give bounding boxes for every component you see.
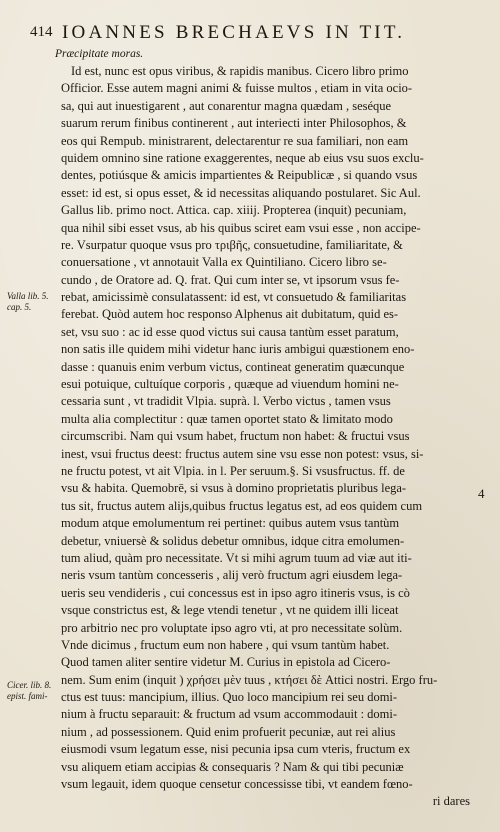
margin-note-cicero (7, 680, 51, 702)
text-line: eos qui Rempub. ministrarent, delectarentur re sua familiari, non eam (61, 133, 409, 148)
text-line: set, vsu suo : ac id esse quod victus sui causa tantùm esset paratum, (61, 324, 399, 339)
text-line: conuersatione , vt annotauit Valla ex Quintiliano. Cicero libro se- (61, 255, 387, 270)
text-line: Id est, nunc est opus viribus, & rapidis manibus. Cicero libro primo (71, 64, 409, 78)
text-line: nem. Sum enim (inquit ) χρήσει μὲν tuus , κτήσει δὲ Attici nostri. Ergo fru- (61, 672, 438, 687)
text-line: circumscribi. Nam qui vsum habet, fructum non habet: & fructui vsus (61, 429, 410, 444)
text-line: dasse : quanuis enim verbum victus, contineat generatim quæcunque (61, 359, 405, 374)
page-number: 414 (30, 24, 53, 40)
text-line: vsu aliquem etiam accipias & consequaris ? Nam & qui tibi pecuniæ (61, 759, 404, 774)
text-line: cundo , de Oratore ad. Q. frat. Qui cum inter se, vt ipsorum vsus fe- (61, 272, 400, 287)
text-line: multa alia complectitur : quæ tamen oportet stato & limitato modo (61, 411, 393, 426)
margin-note-line: cap. 5. (7, 302, 32, 312)
margin-note-line: Cicer. lib. 8. (7, 680, 52, 690)
text-line: ueris seu vendideris , cui concessus est in ipso agro itineris vsus, is cò (61, 585, 410, 600)
page-header (30, 22, 480, 44)
text-line: quidem omnino sine ratione exaggerentes, neque ab eius vsu suos exclu- (61, 150, 424, 165)
text-line: Officior. Esse autem magni animi & fuisse multos , etiam in vita ocio- (61, 81, 413, 96)
text-line: qua nihil sibi esset vsus, ab his quibus sciret eam vsui esse , non accipe- (61, 220, 421, 235)
text-line: re. Vsurpatur quoque vsus pro τριβῆς, consuetudine, familiaritate, & (61, 237, 403, 252)
text-line: tum aliud, quàm pro necessitate. Vt si mihi agrum tuum ad viæ aut iti- (61, 550, 412, 565)
text-line: esset: id est, si opus esset, & id necessitas aliquando postularet. Sic Aul. (61, 185, 421, 200)
text-line: rebat, amicissimè consulatassent: id est, vt consuetudo & familiaritas (61, 290, 407, 305)
text-line: ferebat. Quòd autem hoc responso Alphenus ait dubitatum, quid es- (61, 307, 399, 322)
body-text (61, 63, 473, 811)
text-line: vsu & habita. Quemobrē, si vsus à domino proprietatis pluribus lega- (61, 481, 407, 496)
text-line: cessaria sunt , vt tradidit Vlpia. suprà. l. Verbo victus , tamen vsus (61, 394, 391, 409)
lemma: Præcipitate moras. (55, 48, 144, 60)
text-line: neris vsum tantùm concesseris , alij verò fructum agri eiusdem lega- (61, 568, 403, 583)
text-line: tus sit, fructus autem alijs,quibus fructus legatus est, ad eos quidem cum (61, 498, 423, 513)
text-line: ne fructu potest, vt ait Vlpia. in l. Per seruum.§. Si vsusfructus. ff. de (61, 463, 405, 478)
text-line: nium à fructu separauit: & fructum ad vsum accommodauit : domi- (61, 707, 398, 722)
text-line: vsum legauit, idem quoque censetur concessisse tibi, vt eandem fœno- (61, 777, 413, 792)
text-line: Gallus lib. primo noct. Attica. cap. xiiij. Propterea (inquit) pecuniam, (61, 203, 407, 218)
text-line: Vnde dicimus , fructum eum non habere , qui vsum tantùm habet. (61, 637, 390, 652)
text-line: vsque constrictus est, & lege vtendi tenetur , vt ne quidem illi liceat (61, 603, 399, 618)
running-head: IOANNES BRECHAEVS IN TIT. (62, 22, 406, 43)
text-line: esui potuique, cultuíque corporis , quæque ad viuendum homini ne- (61, 377, 399, 392)
margin-note-line: Valla lib. 5. (7, 291, 49, 301)
text-line: pro arbitrio nec pro voluptate ipso agro vti, at pro necessitate solùm. (61, 620, 403, 635)
margin-note-valla (7, 291, 49, 313)
margin-number: 4 (478, 486, 485, 501)
text-line: ri dares (432, 794, 470, 809)
text-line: dentes, potiúsque & amicis impartientes & Reipublicæ , si quando vsus (61, 168, 418, 183)
text-line: non satis ille quidem mihi videtur hanc iuris ambigui quæstionem eno- (61, 342, 415, 357)
text-line: ctus est tuus: mancipium, illius. Quo loco mancipium rei seu domi- (61, 690, 398, 705)
text-line: inest, vsui fructus deest: fructus autem sine vsu esse non potest: vsus, si- (61, 446, 424, 461)
text-line: debetur, vniuersè & solidus debetur omnibus, idque citra emolumen- (61, 533, 405, 548)
margin-note-line: epist. fami- (7, 691, 48, 701)
text-line: nium , ad possessionem. Quid enim profuerit pecuniæ, aut rei alius (61, 724, 396, 739)
text-line: modum atque emolumentum rei pertinet: quibus autem vsus tantùm (61, 516, 400, 531)
text-line: eiusmodi vsum legatum esse, nisi pecunia ipsa cum vteris, fructum ex (61, 742, 411, 757)
text-line: sa, qui aut inuestigarent , aut conarentur magna quædam , seséque (61, 98, 392, 113)
text-line: suarum rerum finibus continerent , aut interiecti inter Philosophos, & (61, 116, 407, 131)
text-line: Quod tamen aliter sentire videtur M. Curius in epistola ad Cicero- (61, 655, 391, 670)
